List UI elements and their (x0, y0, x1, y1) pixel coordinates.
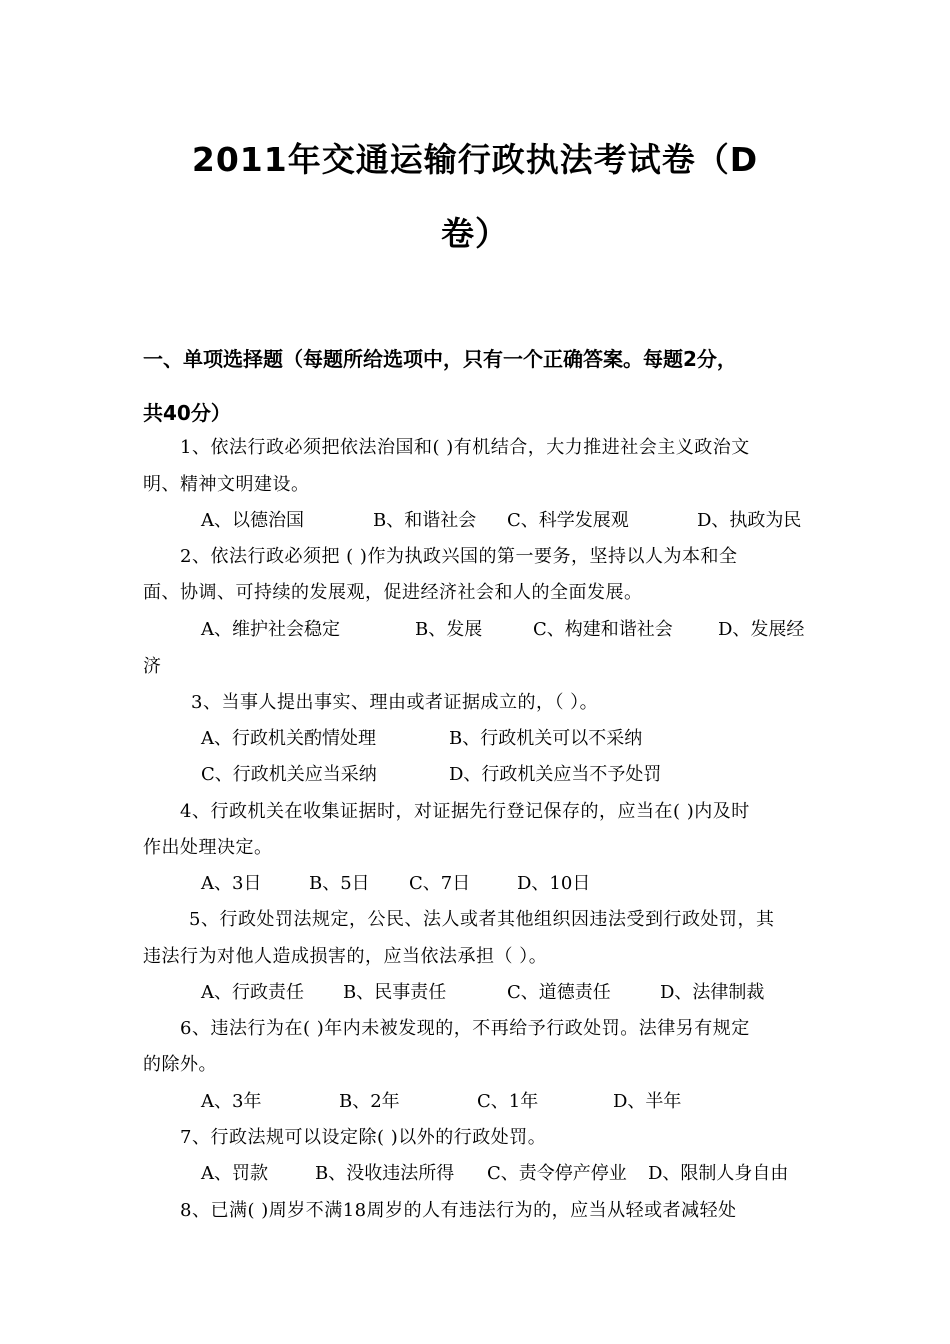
question-1-option-a: A、以德治国 (201, 510, 304, 531)
question-5-stem-line1: 5、行政处罚法规定，公民、法人或者其他组织因违法受到行政处罚，其 (189, 909, 775, 930)
question-7-stem-line1: 7、行政法规可以设定除( )以外的行政处罚。 (180, 1127, 547, 1148)
question-1-option-d: D、执政为民 (697, 510, 802, 531)
question-1-stem-line1: 1、依法行政必须把依法治国和( )有机结合，大力推进社会主义政治文 (180, 437, 750, 458)
question-3-option-c: C、行政机关应当采纳 (201, 764, 377, 785)
question-7-option-b: B、没收违法所得 (315, 1163, 455, 1184)
question-6-option-c: C、1年 (477, 1091, 539, 1112)
question-2-stem-line2: 面、协调、可持续的发展观，促进经济社会和人的全面发展。 (143, 582, 643, 603)
question-2-option-d: D、发展经 (718, 619, 805, 640)
question-5-option-c: C、道德责任 (507, 982, 611, 1003)
question-7-option-a: A、罚款 (201, 1163, 268, 1184)
question-3-option-a: A、行政机关酌情处理 (201, 728, 376, 749)
question-5-option-a: A、行政责任 (201, 982, 304, 1003)
question-6-option-d: D、半年 (613, 1091, 682, 1112)
question-2-option-c: C、构建和谐社会 (533, 619, 673, 640)
question-8-stem-line1: 8、已满( )周岁不满18周岁的人有违法行为的，应当从轻或者减轻处 (180, 1200, 737, 1221)
question-3-option-d: D、行政机关应当不予处罚 (449, 764, 662, 785)
question-6-stem-line1: 6、违法行为在( )年内未被发现的，不再给予行政处罚。法律另有规定 (180, 1018, 750, 1039)
question-5-option-b: B、民事责任 (343, 982, 447, 1003)
question-4-option-a: A、3日 (201, 873, 262, 894)
question-6-option-b: B、2年 (339, 1091, 400, 1112)
question-3-stem-line1: 3、当事人提出事实、理由或者证据成立的，（ ）。 (191, 692, 599, 713)
question-1-option-b: B、和谐社会 (373, 510, 477, 531)
question-6-stem-line2: 的除外。 (143, 1054, 217, 1075)
question-4-option-c: C、7日 (409, 873, 471, 894)
question-7-option-c: C、责令停产停业 (487, 1163, 627, 1184)
question-4-stem-line1: 4、行政机关在收集证据时，对证据先行登记保存的，应当在( )内及时 (180, 801, 750, 822)
section-heading-line1: 一、单项选择题（每题所给选项中，只有一个正确答案。每题2分， (143, 347, 737, 371)
question-2-stem-line1: 2、依法行政必须把 ( )作为执政兴国的第一要务，坚持以人为本和全 (180, 546, 738, 567)
question-4-option-d: D、10日 (517, 873, 591, 894)
question-2-option-b: B、发展 (415, 619, 483, 640)
section-heading-line2: 共40分） (143, 401, 231, 425)
exam-title-line1: 2011年交通运输行政执法考试卷（D (191, 140, 759, 179)
exam-title-line2: 卷） (441, 214, 509, 253)
question-4-option-b: B、5日 (309, 873, 370, 894)
question-7-option-d: D、限制人身自由 (648, 1163, 789, 1184)
question-6-option-a: A、3年 (201, 1091, 262, 1112)
question-1-option-c: C、科学发展观 (507, 510, 629, 531)
question-2-option-wrap: 济 (143, 656, 161, 677)
question-5-stem-line2: 违法行为对他人造成损害的，应当依法承担（ ）。 (143, 946, 548, 967)
question-4-stem-line2: 作出处理决定。 (143, 837, 273, 858)
question-3-option-b: B、行政机关可以不采纳 (449, 728, 643, 749)
question-2-option-a: A、维护社会稳定 (201, 619, 340, 640)
question-5-option-d: D、法律制裁 (660, 982, 765, 1003)
question-1-stem-line2: 明、精神文明建设。 (143, 474, 310, 495)
